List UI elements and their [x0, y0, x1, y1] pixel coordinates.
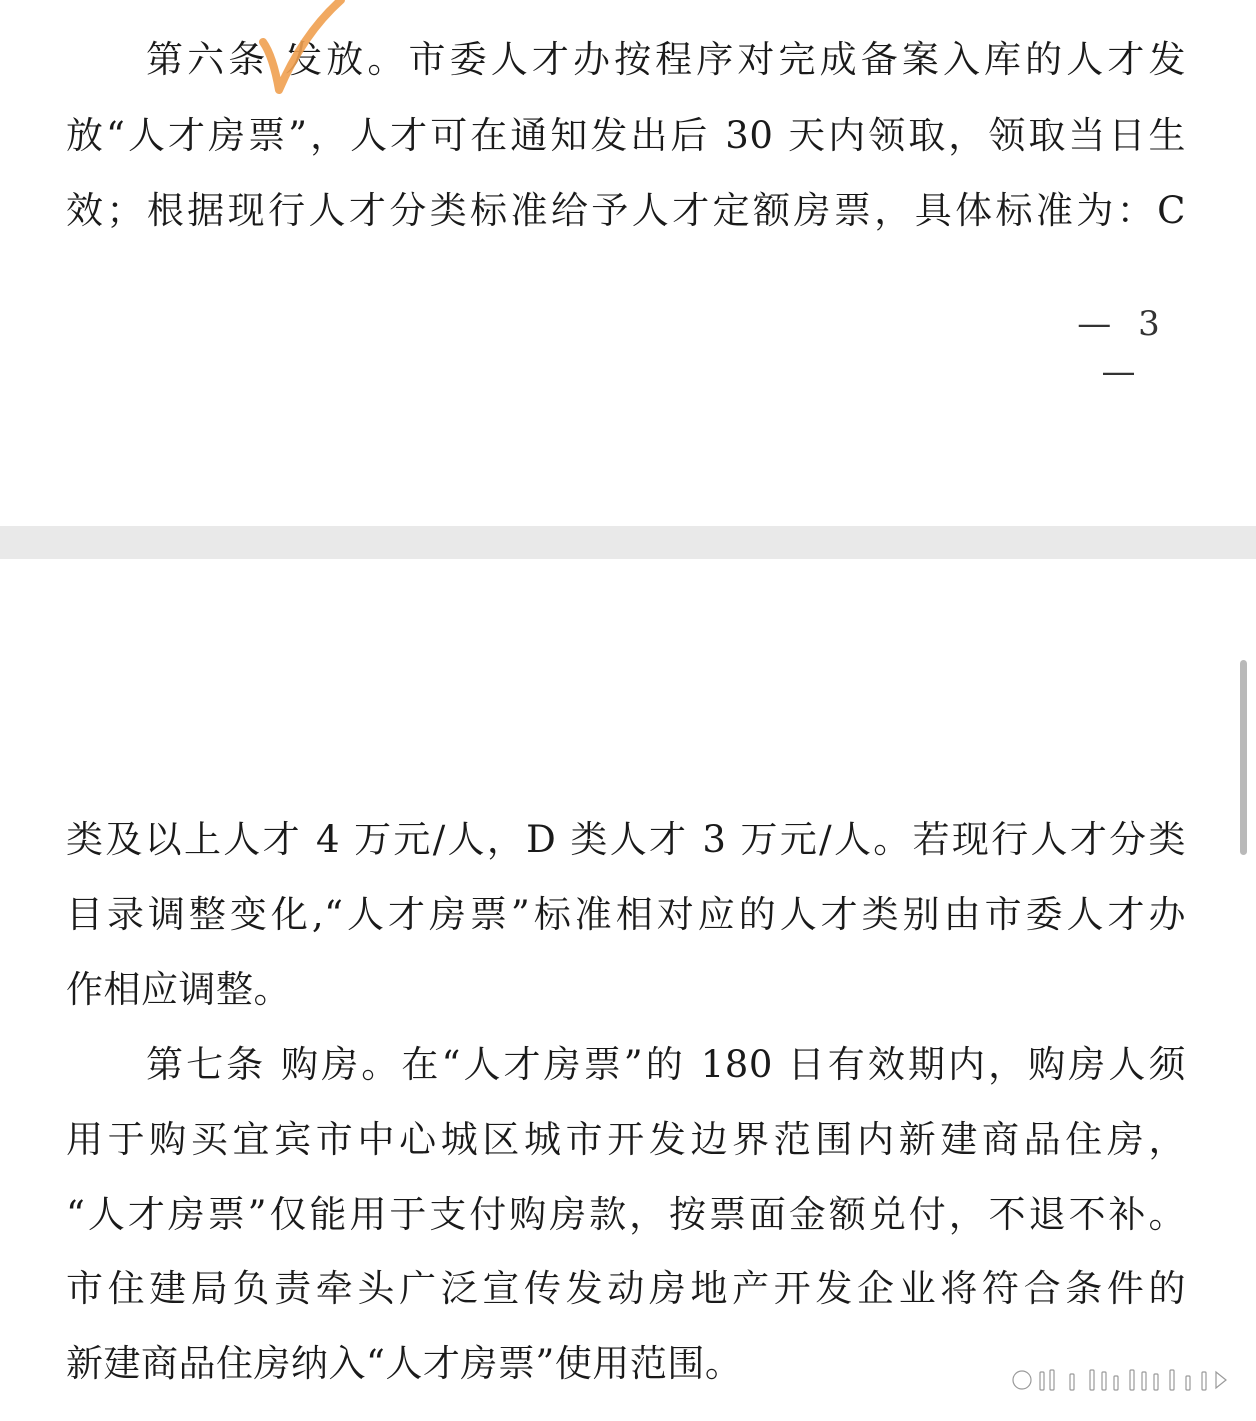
paragraph-line: 第七条 购房。在“人才房票”的 180 日有效期内，购房人须 — [146, 1043, 1186, 1086]
checkmark-icon — [255, 0, 355, 104]
document-page-top — [0, 0, 1256, 526]
paragraph-line: 新建商品住房纳入“人才房票”使用范围。 — [66, 1342, 743, 1385]
paragraph-line: 放“人才房票”，人才可在通知发出后 30 天内领取，领取当日生 — [66, 114, 1186, 157]
paragraph-line: 市住建局负责牵头广泛宣传发动房地产开发企业将符合条件的 — [66, 1267, 1186, 1310]
paragraph-line: “人才房票”仅能用于支付购房款，按票面金额兑付，不退不补。 — [66, 1193, 1186, 1236]
vertical-scrollbar[interactable] — [1240, 660, 1247, 855]
paragraph-line: 用于购买宜宾市中心城区城市开发边界范围内新建商品住房， — [66, 1118, 1186, 1161]
paragraph-line: 第六条 发放。市委人才办按程序对完成备案入库的人才发 — [146, 38, 1186, 81]
document-page-bottom — [0, 559, 1256, 1421]
page-number: — 3 — — [1077, 304, 1168, 392]
page-separator — [0, 526, 1256, 559]
paragraph-line: 作相应调整。 — [66, 968, 291, 1011]
watermark-logo — [1010, 1366, 1232, 1394]
paragraph-line: 效；根据现行人才分类标准给予人才定额房票，具体标准为：C — [66, 189, 1186, 232]
paragraph-line: 类及以上人才 4 万元/人，D 类人才 3 万元/人。若现行人才分类 — [66, 818, 1186, 861]
paragraph-line: 目录调整变化,“人才房票”标准相对应的人才类别由市委人才办 — [66, 893, 1186, 936]
